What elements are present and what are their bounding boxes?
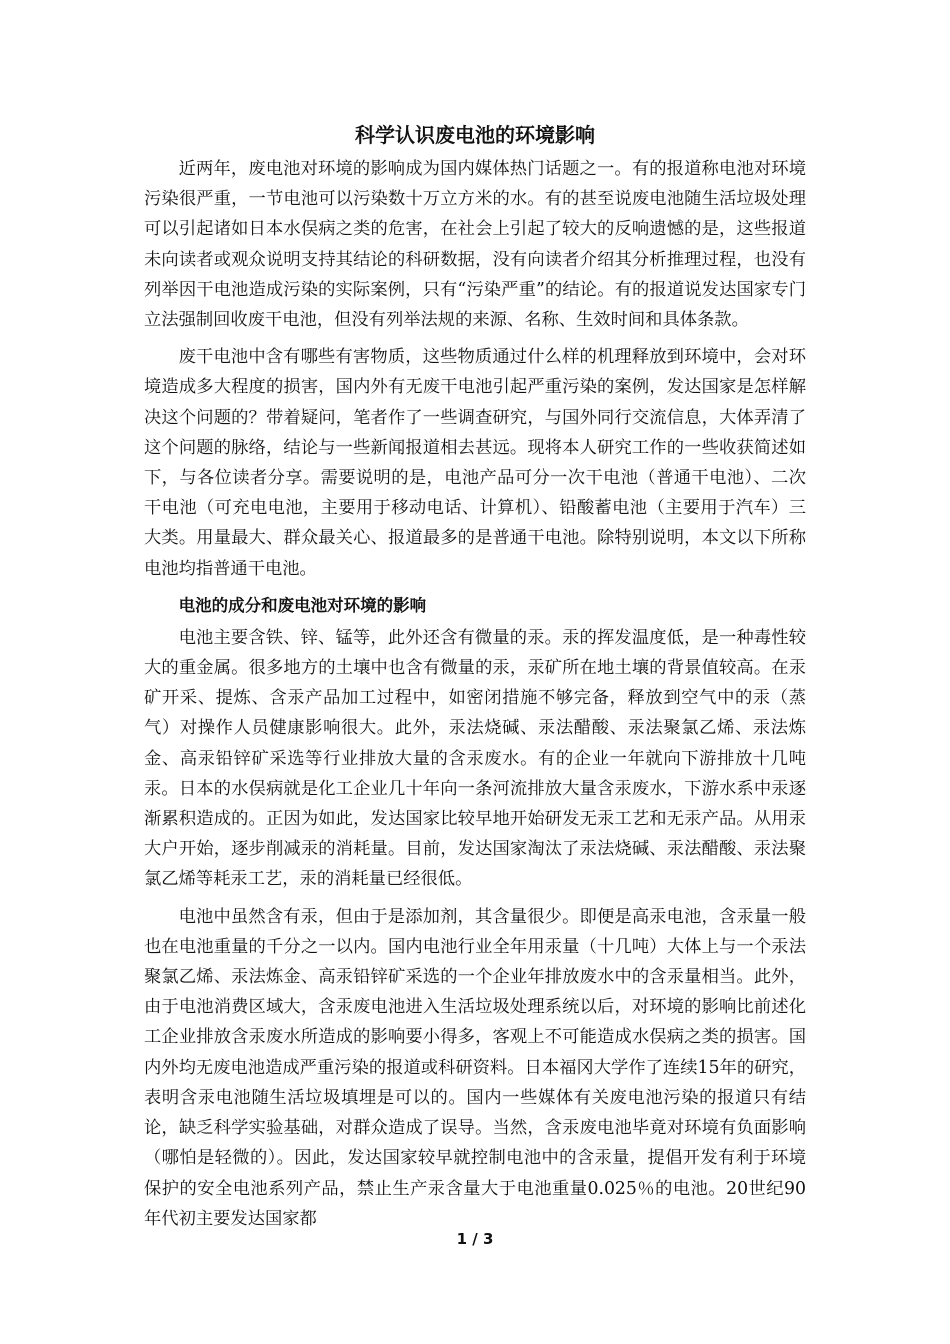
paragraph-mercury-content: 电池中虽然含有汞，但由于是添加剂，其含量很少。即便是高汞电池，含汞量一般也在电池重量的千分之一以内。国内电池行业全年用汞量（十几吨）大体上与一个汞法聚氯乙烯、汞法炼金、高汞铅锌矿采选的一个企业年排放废水中的含汞量相当。此外，由于电池消费区域大，含汞废电池进入生活垃圾处理系统以后，对环境的影响比前述化工企业排放含汞废水所造成的影响要小得多，客观上不可能造成水俣病之类的损害。国内外均无废电池造成严重污染的报道或科研资料。日本福冈大学作了连续15年的研究，表明含汞电池随生活垃圾填埋是可以的。国内一些媒体有关废电池污染的报道只有结论，缺乏科学实验基础，对群众造成了误导。当然，含汞废电池毕竟对环境有负面影响（哪怕是轻微的）。因此，发达国家较早就控制电池中的含汞量，提倡开发有利于环境保护的安全电池系列产品，禁止生产汞含量大于电池重量0.025％的电池。20世纪90年代初主要发达国家都 — [144, 906, 806, 1229]
section-heading: 电池的成分和废电池对环境的影响 — [178, 595, 427, 615]
paragraph-background: 废干电池中含有哪些有害物质，这些物质通过什么样的机理释放到环境中，会对环境造成多大程度的损害，国内外有无废干电池引起严重污染的案例，发达国家是怎样解决这个问题的？带着疑问，笔者作了一些调查研究，与国外同行交流信息，大体弄清了这个问题的脉络，结论与一些新闻报道相去甚远。现将本人研究工作的一些收获简述如下，与各位读者分享。需要说明的是，电池产品可分一次干电池（普通干电池）、二次干电池（可充电电池，主要用于移动电话、计算机）、铅酸蓄电池（主要用于汽车）三大类。用量最大、群众最关心、报道最多的是普通干电池。除特别说明，本文以下所称电池均指普通干电池。 — [144, 347, 806, 579]
document-page — [144, 118, 806, 1241]
paragraph-battery-composition: 电池主要含铁、锌、锰等，此外还含有微量的汞。汞的挥发温度低，是一种毒性较大的重金属。很多地方的土壤中也含有微量的汞，汞矿所在地土壤的背景值较高。在汞矿开采、提炼、含汞产品加工过程中，如密闭措施不够完备，释放到空气中的汞（蒸气）对操作人员健康影响很大。此外，汞法烧碱、汞法醋酸、汞法聚氯乙烯、汞法炼金、高汞铅锌矿采选等行业排放大量的含汞废水。有的企业一年就向下游排放十几吨汞。日本的水俣病就是化工企业几十年向一条河流排放大量含汞废水，下游水系中汞逐渐累积造成的。正因为如此，发达国家比较早地开始研发无汞工艺和无汞产品。从用汞大户开始，逐步削减汞的消耗量。目前，发达国家淘汰了汞法烧碱、汞法醋酸、汞法聚氯乙烯等耗汞工艺，汞的消耗量已经很低。 — [144, 627, 806, 890]
document-title: 科学认识废电池的环境影响 — [355, 123, 595, 147]
page-number: 1 / 3 — [456, 1230, 494, 1248]
paragraph-intro: 近两年，废电池对环境的影响成为国内媒体热门话题之一。有的报道称电池对环境污染很严重，一节电池可以污染数十万立方米的水。有的甚至说废电池随生活垃圾处理可以引起诸如日本水俣病之类的危害，在社会上引起了较大的反响遗憾的是，这些报道未向读者或观众说明支持其结论的科研数据，没有向读者介绍其分析推理过程，也没有列举因干电池造成污染的实际案例，只有“污染严重”的结论。有的报道说发达国家专门立法强制回收废干电池，但没有列举法规的来源、名称、生效时间和具体条款。 — [144, 159, 806, 331]
